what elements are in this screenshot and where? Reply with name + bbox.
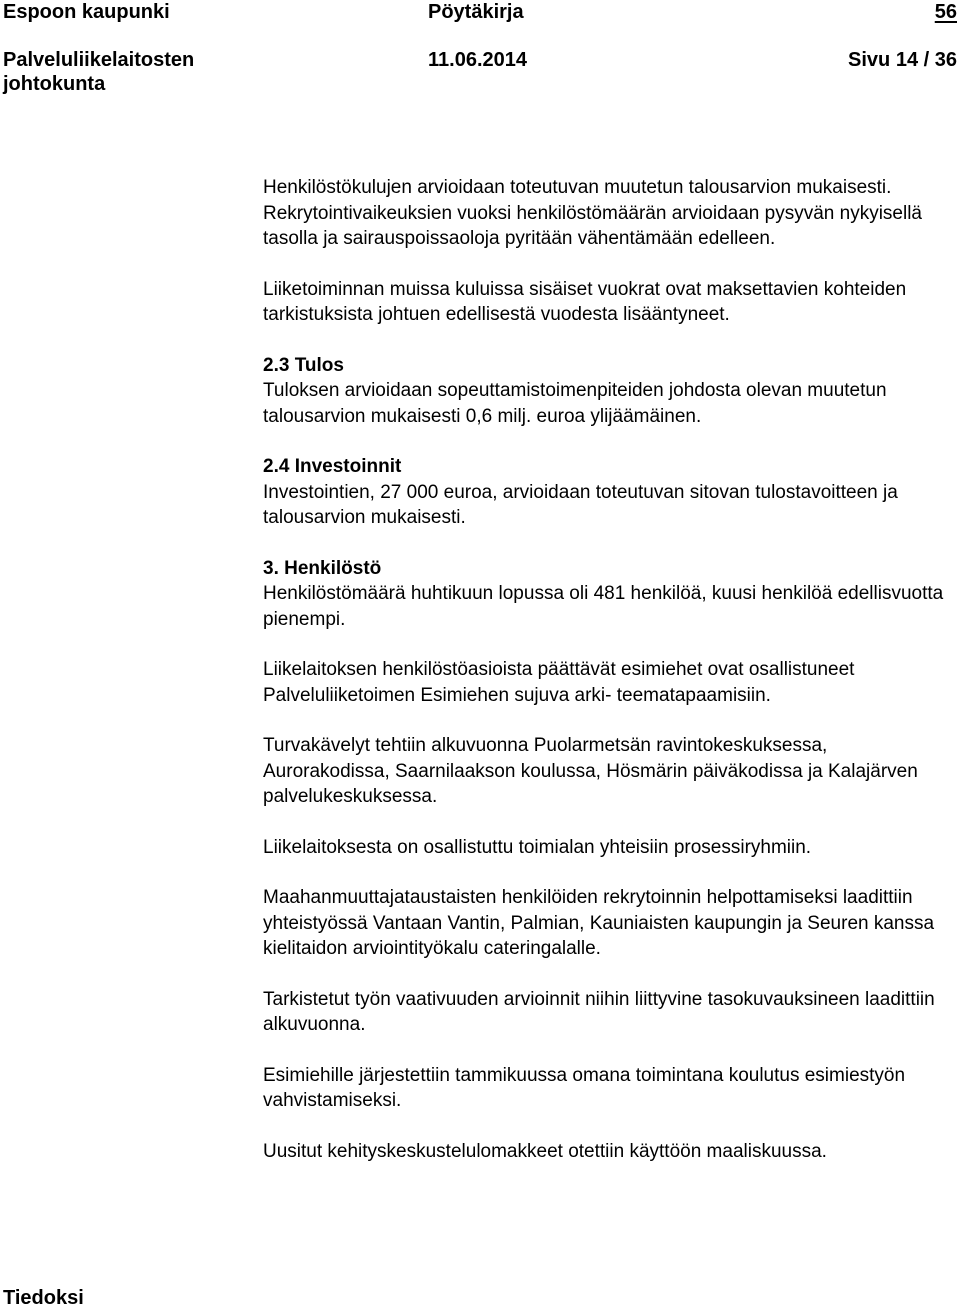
section-text-personnel: Henkilöstömäärä huhtikuun lopussa oli 481 henkilöä, kuusi henkilöä edellisvuotta pienempi.: [263, 583, 944, 630]
paragraph-personnel-costs: Henkilöstökulujen arvioidaan toteutuvan muutetun talousarvion mukaisesti. Rekrytointivaikeuksien vuoksi henkilöstömäärän arvioidaan pysyvän nykyisellä tasolla ja sairauspoissaoloja pyritään vähentämään edelleen.: [263, 177, 922, 249]
paragraph-development-discussions: Uusitut kehityskeskustelulomakkeet otettiin käyttöön maaliskuussa.: [263, 1140, 827, 1162]
section-text-investments: Investointien, 27 000 euroa, arvioidaan toteutuvan sitovan tulostavoitteen ja talousarvion mukaisesti.: [263, 481, 898, 528]
section-heading-investments: 2.4 Investoinnit: [263, 456, 402, 477]
paragraph-safety-walks: Turvakävelyt tehtiin alkuvuonna Puolarmetsän ravintokeskuksessa, Aurorakodissa, Saarnilaakson koulussa, Hösmärin päiväkodissa ja Kalajärven palvelukeskuksessa.: [263, 735, 918, 807]
paragraph-process-groups: Liikelaitoksesta on osallistuttu toimialan yhteisiin prosessiryhmiin.: [263, 836, 812, 858]
section-investments: [263, 454, 957, 531]
section-number: 56: [934, 1, 957, 23]
document-body: [263, 175, 957, 1189]
paragraph-job-evaluations: Tarkistetut työn vaativuuden arvioinnit niihin liittyvine tasokuvauksineen laadittiin alkuvuonna.: [263, 988, 935, 1035]
paragraph-managers: Liikelaitoksen henkilöstöasioista päättävät esimiehet ovat osallistuneet Palveluliiketoimen Esimiehen sujuva arki- teematapaamisiin.: [263, 659, 855, 706]
body-name: Palveluliikelaitosten johtokunta: [3, 49, 195, 95]
paragraph-internal-rents: Liiketoiminnan muissa kuluissa sisäiset vuokrat ovat maksettavien kohteiden tarkistuksista johtuen edellisestä vuodesta lisääntyneet.: [263, 278, 907, 325]
paragraph-immigrant-recruitment: Maahanmuuttajataustaisten henkilöiden rekrytoinnin helpottamiseksi laadittiin yhteistyössä Vantaan Vantin, Palmian, Kauniaisten kaupungin ja Seuren kanssa kielitaidon arviointityökalu cateringalalle.: [263, 887, 935, 959]
section-heading-result: 2.3 Tulos: [263, 354, 344, 376]
meeting-date: 11.06.2014: [428, 49, 527, 71]
document-type: Pöytäkirja: [428, 1, 524, 23]
section-text-result: Tuloksen arvioidaan sopeuttamistoimenpiteiden johdosta olevan muutetun talousarvion mukaisesti 0,6 milj. euroa ylijäämäinen.: [263, 380, 887, 427]
organization-name: Espoon kaupunki: [3, 1, 170, 23]
paragraph-manager-training: Esimiehille järjestettiin tammikuussa omana toimintana koulutus esimiestyön vahvistamiseksi.: [263, 1064, 906, 1111]
page-indicator: Sivu 14 / 36: [848, 49, 957, 71]
footer-label: Tiedoksi: [3, 1287, 84, 1309]
section-heading-personnel: 3. Henkilöstö: [263, 557, 382, 579]
section-result: [263, 353, 957, 430]
section-personnel: [263, 556, 957, 633]
